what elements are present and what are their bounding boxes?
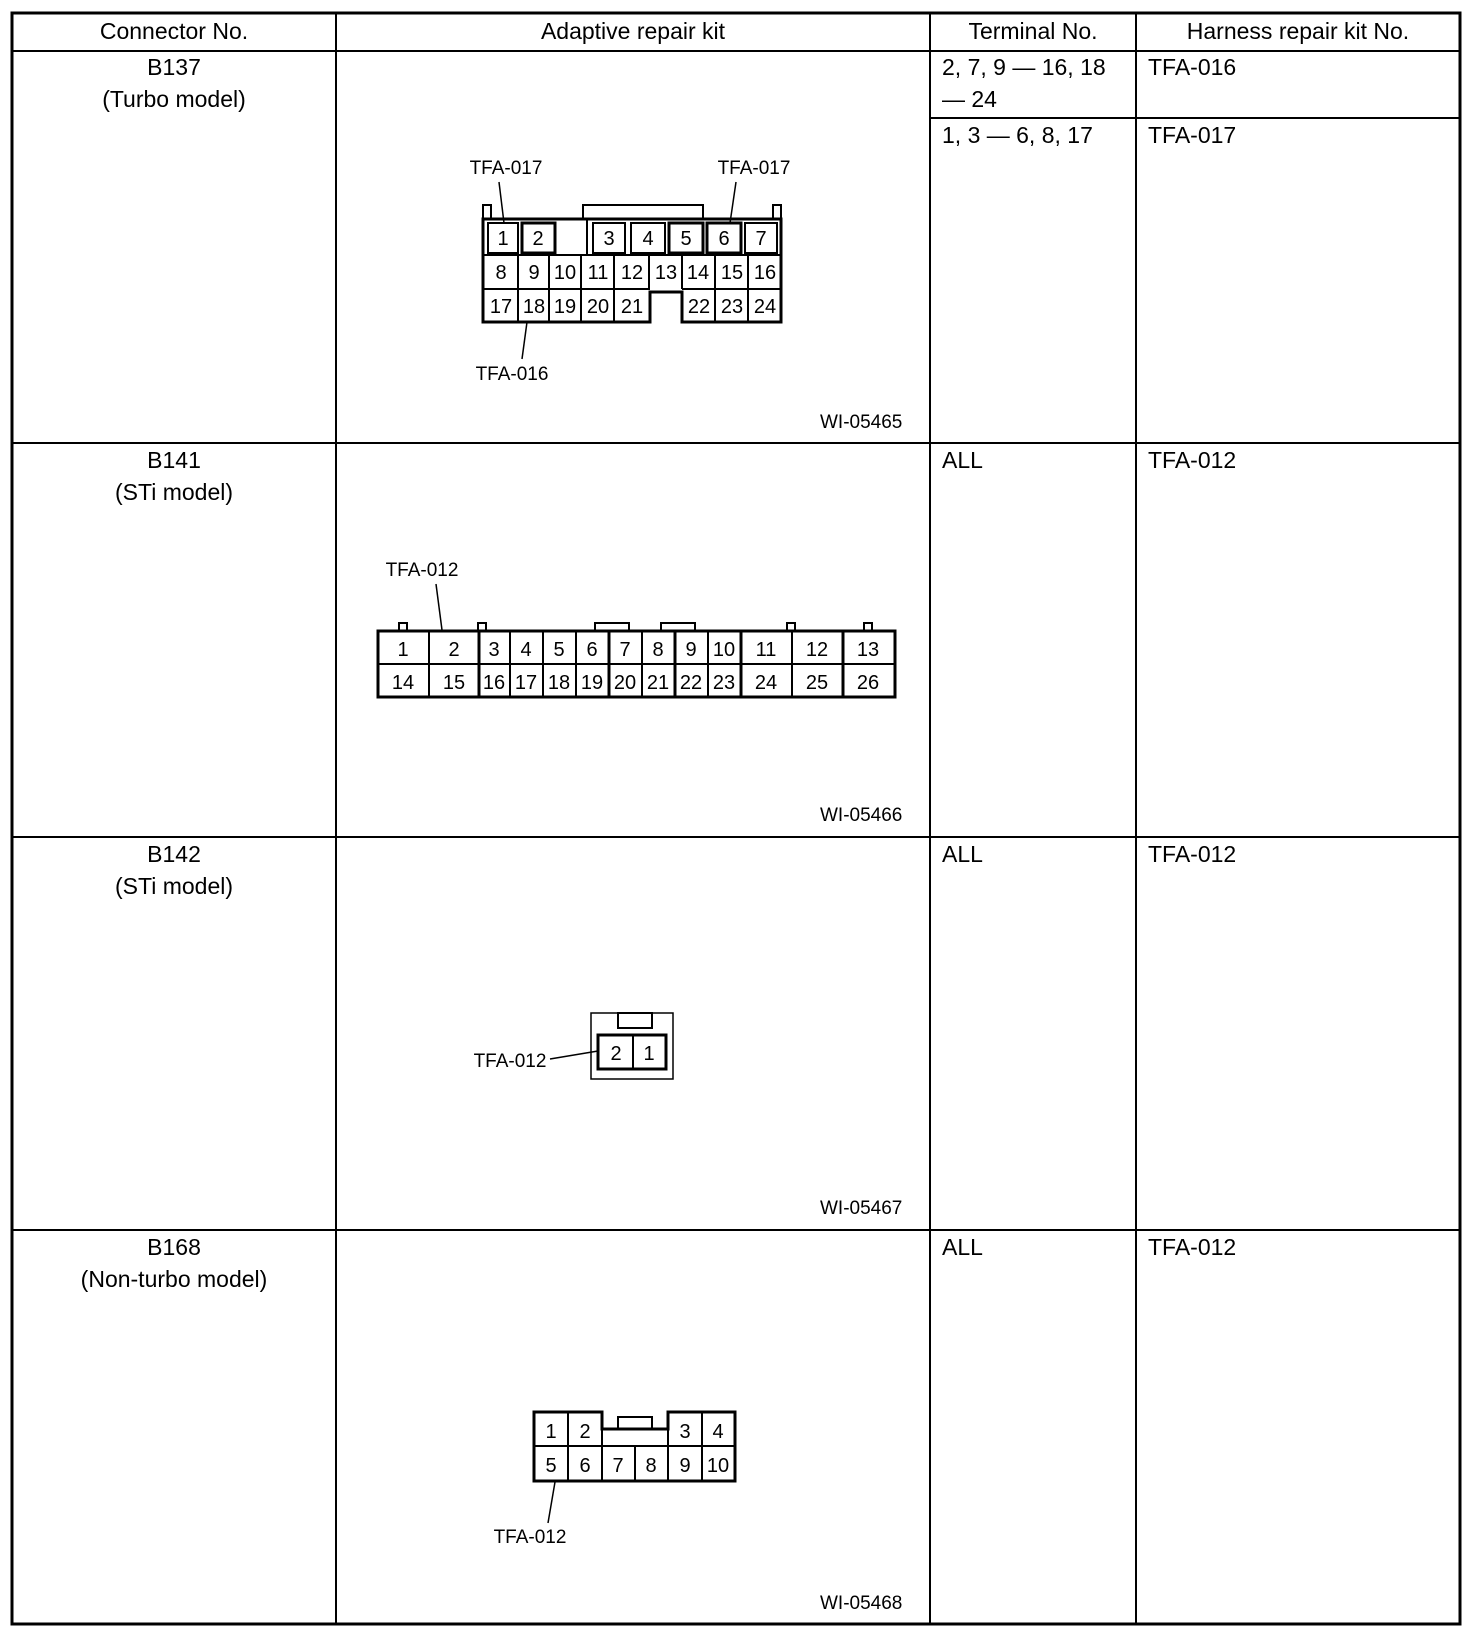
pin-label: 1 (643, 1043, 655, 1065)
figure-code: WI-05467 (820, 1198, 903, 1219)
callout-label: TFA-016 (475, 364, 549, 385)
pin-label: 7 (755, 228, 767, 250)
pin-label: 19 (553, 296, 577, 318)
pin-label: 4 (642, 228, 654, 250)
header-connector-no: Connector No. (99, 18, 249, 44)
connector-model: (STi model) (115, 873, 233, 899)
pin-label: 6 (586, 639, 598, 661)
harness-kit-no: TFA-017 (1148, 122, 1237, 148)
pin-label: 8 (652, 639, 664, 661)
header-adaptive-repair-kit: Adaptive repair kit (540, 18, 726, 44)
connector-model: (STi model) (115, 479, 233, 505)
harness-kit-no: TFA-016 (1148, 54, 1237, 80)
connector-no: B141 (147, 447, 201, 473)
pin-label: 1 (545, 1421, 557, 1443)
connector-b142-diagram (336, 837, 930, 1230)
pin-label: 10 (706, 1455, 730, 1477)
pin-label: 12 (805, 639, 829, 661)
harness-kit-no: TFA-012 (1148, 1234, 1237, 1260)
pin-label: 5 (680, 228, 692, 250)
callout-label: TFA-017 (469, 158, 543, 179)
pin-label: 1 (397, 639, 409, 661)
pin-label: 14 (391, 672, 415, 694)
pin-label: 5 (553, 639, 565, 661)
callout-label: TFA-017 (717, 158, 791, 179)
pin-label: 21 (646, 672, 670, 694)
pin-label: 1 (497, 228, 509, 250)
pin-label: 5 (545, 1455, 557, 1477)
callout-label: TFA-012 (385, 560, 459, 581)
pin-label: 13 (856, 639, 880, 661)
pin-label: 13 (654, 262, 678, 284)
pin-label: 10 (712, 639, 736, 661)
pin-label: 12 (620, 262, 644, 284)
pin-label: 9 (685, 639, 697, 661)
pin-label: 6 (718, 228, 730, 250)
pin-label: 22 (679, 672, 703, 694)
connector-model: (Non-turbo model) (80, 1266, 268, 1292)
pin-label: 23 (720, 296, 744, 318)
pin-label: 8 (495, 262, 507, 284)
pin-label: 3 (603, 228, 615, 250)
terminal-no: ALL (942, 1234, 983, 1260)
header-terminal-no: Terminal No. (968, 18, 1098, 44)
pin-label: 19 (580, 672, 604, 694)
pin-label: 2 (579, 1421, 591, 1443)
pin-label: 15 (442, 672, 466, 694)
pin-label: 9 (528, 262, 540, 284)
pin-label: 26 (856, 672, 880, 694)
harness-kit-no: TFA-012 (1148, 841, 1237, 867)
pin-label: 18 (522, 296, 546, 318)
pin-label: 16 (482, 672, 506, 694)
pin-label: 2 (532, 228, 544, 250)
pin-label: 7 (612, 1455, 624, 1477)
terminal-no: ALL (942, 841, 983, 867)
terminal-no: 2, 7, 9 — 16, 18 (942, 54, 1106, 80)
callout-label: TFA-012 (493, 1527, 567, 1548)
connector-no: B142 (147, 841, 201, 867)
pin-label: 14 (686, 262, 710, 284)
harness-kit-no: TFA-012 (1148, 447, 1237, 473)
pin-label: 10 (553, 262, 577, 284)
connector-b137-diagram (336, 51, 930, 443)
pin-label: 16 (753, 262, 777, 284)
pin-label: 17 (489, 296, 513, 318)
figure-code: WI-05468 (820, 1593, 903, 1614)
terminal-no: ALL (942, 447, 983, 473)
pin-label: 23 (712, 672, 736, 694)
pin-label: 2 (610, 1043, 622, 1065)
figure-code: WI-05465 (820, 412, 903, 433)
connector-b141-diagram (336, 443, 930, 837)
pin-label: 24 (753, 296, 777, 318)
connector-model: (Turbo model) (102, 86, 246, 112)
pin-label: 15 (720, 262, 744, 284)
pin-label: 7 (619, 639, 631, 661)
callout-label: TFA-012 (473, 1051, 547, 1072)
pin-label: 11 (587, 262, 609, 284)
terminal-no-continued: — 24 (942, 86, 997, 112)
pin-label: 6 (579, 1455, 591, 1477)
pin-label: 8 (645, 1455, 657, 1477)
pin-label: 21 (620, 296, 644, 318)
pin-label: 9 (679, 1455, 691, 1477)
pin-label: 22 (687, 296, 711, 318)
pin-label: 4 (520, 639, 532, 661)
figure-code: WI-05466 (820, 805, 903, 826)
pin-label: 3 (679, 1421, 691, 1443)
pin-label: 18 (547, 672, 571, 694)
pin-label: 11 (755, 639, 777, 661)
connector-no: B168 (147, 1234, 201, 1260)
terminal-no: 1, 3 — 6, 8, 17 (942, 122, 1093, 148)
connector-no: B137 (147, 54, 201, 80)
pin-label: 2 (448, 639, 460, 661)
connector-b168-diagram (336, 1230, 930, 1624)
pin-label: 20 (586, 296, 610, 318)
pin-label: 20 (613, 672, 637, 694)
pin-label: 24 (754, 672, 778, 694)
pin-label: 25 (805, 672, 829, 694)
header-harness-repair-kit-no: Harness repair kit No. (1186, 18, 1410, 44)
pin-label: 3 (488, 639, 500, 661)
pin-label: 17 (514, 672, 538, 694)
pin-label: 4 (712, 1421, 724, 1443)
